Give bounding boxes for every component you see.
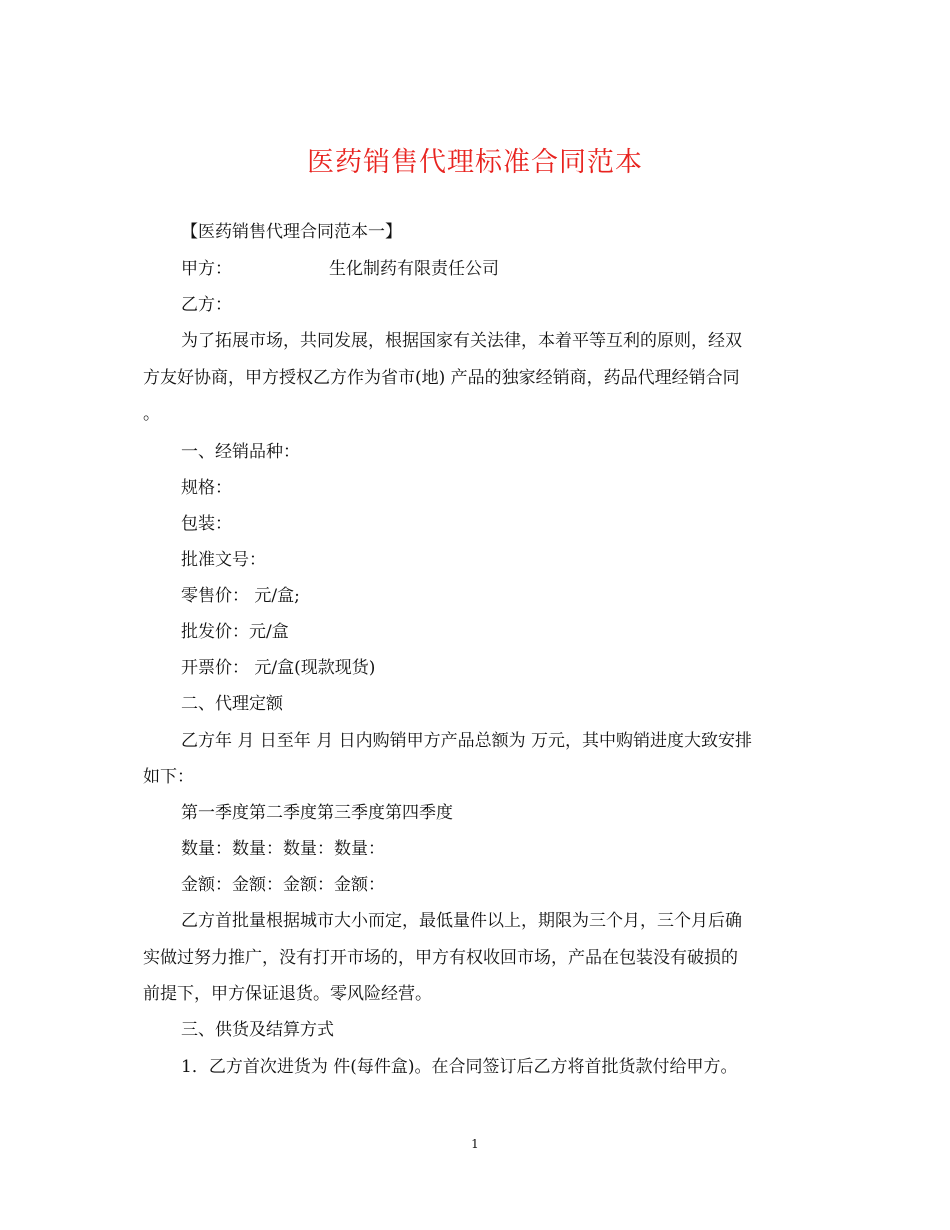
party-b-label: 乙方： [181,295,232,315]
clause2-text-2: 如下： [143,767,194,787]
clause1-item-invoice: 开票价： 元/盒(现款现货) [181,658,376,678]
clause2-heading: 二、代理定额 [181,694,283,714]
clause3-heading: 三、供货及结算方式 [181,1020,334,1040]
clause3-item-1: 1．乙方首次进货为 件(每件盒)。在合同签订后乙方将首批货款付给甲方。 [181,1057,738,1077]
party-a-row [181,257,681,281]
intro-line-2: 方友好协商，甲方授权乙方作为省市(地) 产品的独家经销商，药品代理经销合同 [143,368,740,388]
intro-line-1: 为了拓展市场，共同发展，根据国家有关法律，本着平等互利的原则，经双 [181,331,742,351]
clause2-text-1: 乙方年 月 日至年 月 日内购销甲方产品总额为 万元，其中购销进度大致安排 [181,731,753,751]
clause1-item-approval: 批准文号： [181,550,266,570]
clause2-note-1: 乙方首批量根据城市大小而定，最低量件以上，期限为三个月，三个月后确 [181,911,742,931]
clause1-item-wholesale: 批发价：元/盒 [181,622,289,642]
party-a-name: 生化制药有限责任公司 [329,259,499,279]
clause2-quantity: 数量：数量：数量：数量： [181,839,385,859]
intro-line-3: 。 [143,404,160,424]
clause1-item-package: 包装： [181,514,232,534]
section-heading: 【医药销售代理合同范本一】 [181,222,402,242]
clause1-heading: 一、经销品种： [181,442,300,462]
party-a-label: 甲方： [181,259,232,279]
clause2-amount: 金额：金额：金额：金额： [181,875,385,895]
document-title: 医药销售代理标准合同范本 [307,147,643,178]
clause1-item-spec: 规格： [181,478,232,498]
page-number: 1 [471,1137,479,1151]
clause1-item-retail: 零售价： 元/盒; [181,586,300,606]
clause2-quarters: 第一季度第二季度第三季度第四季度 [181,803,453,823]
clause2-note-2: 实做过努力推广，没有打开市场的，甲方有权收回市场，产品在包装没有破损的 [143,948,738,968]
clause2-note-3: 前提下，甲方保证退货。零风险经营。 [143,984,432,1004]
